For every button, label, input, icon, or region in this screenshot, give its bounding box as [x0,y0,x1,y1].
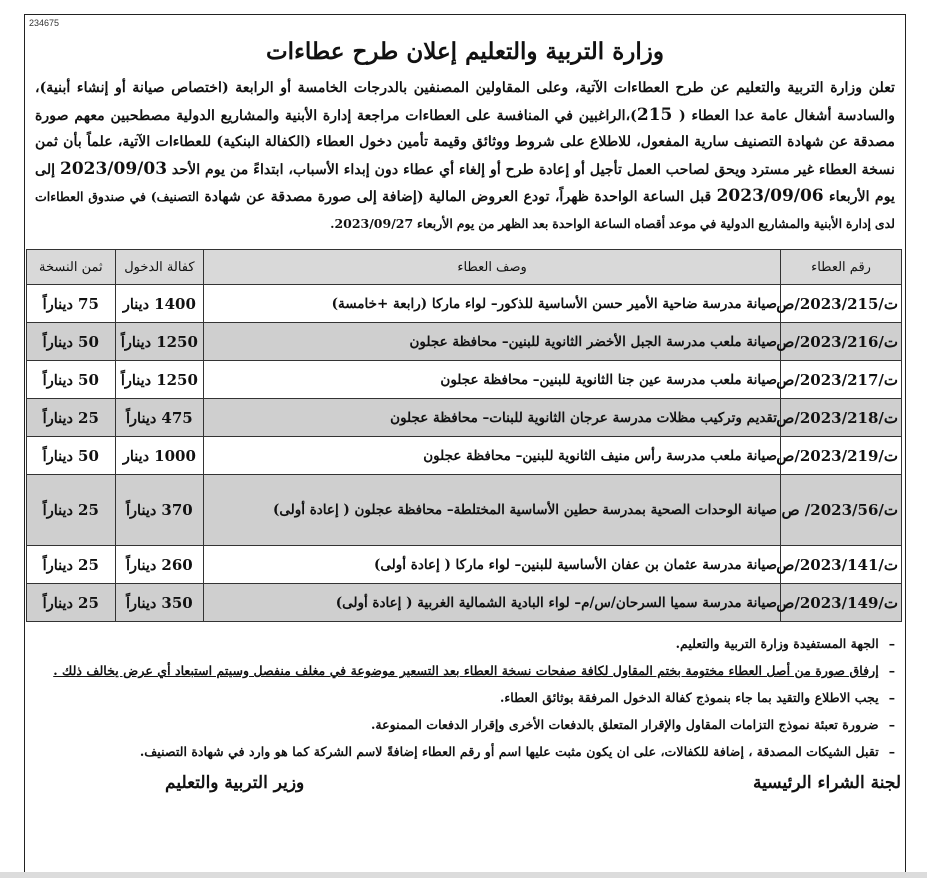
tender-description: صيانة ملعب مدرسة الجبل الأخضر الثانوية للبنين– محافظة عجلون [204,323,781,361]
intro-text-5: التصنيف) في صندوق العطاءات لدى إدارة الأبنية والمشاريع الدولية في موعد أقصاه الساعة الواحدة بعد الظهر من يوم الأربعاء 2023/09/27. [35,189,895,231]
tender-description: تقديم وتركيب مظلات مدرسة عرجان الثانوية للبنات– محافظة عجلون [204,399,781,437]
price-unit: ديناراً [42,409,79,427]
bond-value: 1400 [154,294,196,313]
bond-value: 1250 [156,370,198,389]
bond-unit: ديناراً [126,556,162,574]
tender-description: صيانة ملعب مدرسة عين جنا الثانوية للبنين– محافظة عجلون [204,361,781,399]
tender-no: ت/2023/141/ص [781,546,902,584]
entry-bond [115,437,204,475]
tender-no: ت/2023/218/ص [781,399,902,437]
bond-unit: دينار [122,447,155,465]
price-unit: ديناراً [42,333,79,351]
intro-paragraph [35,75,895,237]
copy-price [27,437,116,475]
tender-no: ت/2023/56/ ص [781,475,902,546]
price-unit: ديناراً [42,371,79,389]
tenders-table [26,249,902,622]
price-value: 50 [78,446,99,465]
table-row [27,475,902,546]
tender-no: ت/2023/219/ص [781,437,902,475]
note-text: إرفاق صورة من أصل العطاء مختومة بختم المقاول لكافة صفحات نسخة العطاء بعد التسعير موضوعة في مغلف منفصل وسيتم استبعاد أي عرض يخالف ذلك . [53,663,879,678]
table-row [27,285,902,323]
tender-ref: 215 [636,104,680,125]
entry-bond [115,285,204,323]
bond-unit: دينار [122,295,155,313]
table-row [27,584,902,622]
copy-price [27,285,116,323]
signature-committee: لجنة الشراء الرئيسية [753,773,901,793]
entry-bond [115,323,204,361]
tender-no: ت/2023/217/ص [781,361,902,399]
header-tender-no: رقم العطاء [781,250,902,285]
price-unit: ديناراً [42,295,79,313]
intro-text-4: قبل الساعة الواحدة ظهراً، تودع العروض المالية (إضافة إلى صورة مصدقة عن شهادة [199,189,717,205]
copy-price [27,546,116,584]
entry-bond [115,475,204,546]
bond-value: 350 [161,593,193,612]
bond-unit: ديناراً [126,594,162,612]
copy-price [27,399,116,437]
entry-bond [115,361,204,399]
ad-id: 234675 [29,18,60,28]
tender-description: صيانة مدرسة عثمان بن عفان الأساسية للبنين– لواء ماركا ( إعادة أولى) [204,546,781,584]
start-date: 2023/09/03 [59,158,168,179]
tender-description: صيانة الوحدات الصحية بمدرسة حطين الأساسية المختلطة– محافظة عجلون ( إعادة أولى) [204,475,781,546]
bond-value: 1250 [156,332,198,351]
table-row [27,437,902,475]
entry-bond [115,584,204,622]
intro-text-3: إلى يوم الأربعاء [35,161,895,205]
signature-minister: وزير التربية والتعليم [165,773,305,793]
copy-price [27,323,116,361]
list-item [35,630,895,657]
price-unit: ديناراً [42,594,79,612]
announcement-title: وزارة التربية والتعليم إعلان طرح عطاءات [266,38,664,65]
tender-no: ت/2023/215/ص [781,285,902,323]
table-row [27,546,902,584]
price-value: 50 [78,370,99,389]
list-item [35,657,895,684]
note-text: ضرورة تعبئة نموذج التزامات المقاول والإقرار المتعلق بالدفعات الأخرى وإقرار الدفعات الممنوعة. [370,717,879,732]
tender-description: صيانة ملعب مدرسة رأس منيف الثانوية للبنين– محافظة عجلون [204,437,781,475]
note-text: يجب الاطلاع والتقيد بما جاء بنموذج كفالة الدخول المرفقة بوثائق العطاء. [499,690,879,705]
price-value: 50 [78,332,99,351]
copy-price [27,475,116,546]
copy-price [27,584,116,622]
intro-text-2: )،الراغبين في المنافسة على العطاءات مراجعة إدارة الأبنية والمشاريع الدولية مصطحبين معهم صورة مصدقة عن شهادة التصنيف سارية المفعول، للاطلاع على شروط ووثائق وقيمة تأمين دخول العطاء (الكفالة البنكية) للعطاءات الآتية، علماً بأن ثمن نسخة العطاء غير مسترد ويحق لصاحب العمل تأجيل أو إعادة طرح أو إلغاء أي عطاء دون إبداء الأسباب، ابتداءً من يوم الأحد [35,107,895,178]
end-date: 2023/09/06 [716,186,824,206]
note-text: الجهة المستفيدة وزارة التربية والتعليم. [675,636,879,651]
price-value: 25 [78,555,99,574]
bond-unit: ديناراً [126,409,162,427]
notes-list [35,630,895,765]
bond-unit: ديناراً [120,333,157,351]
bottom-scroll-edge [0,872,927,878]
header-entry-bond: كفالة الدخول [115,250,204,285]
table-row [27,361,902,399]
tender-no: ت/2023/149/ص [781,584,902,622]
tender-description: صيانة مدرسة ضاحية الأمير حسن الأساسية للذكور– لواء ماركا (رابعة +خامسة) [204,285,781,323]
entry-bond [115,399,204,437]
bond-value: 260 [161,555,193,574]
bond-value: 475 [161,408,193,427]
entry-bond [115,546,204,584]
tender-description: صيانة مدرسة سميا السرحان/س/م– لواء البادية الشمالية الغربية ( إعادة أولى) [204,584,781,622]
bond-unit: ديناراً [126,502,162,519]
copy-price [27,361,116,399]
signatures [165,773,901,793]
price-value: 25 [78,501,99,519]
intro-text-1: تعلن وزارة التربية والتعليم عن طرح العطاءات الآتية، وعلى المقاولين المصنفين بالدرجات الخامسة أو الرابعة (اختصاص صيانة أو إنشاء أبنية)، والسادسة أشغال عامة عدا العطاء ( [35,80,895,124]
header-description: وصف العطاء [204,250,781,285]
header-copy-price: ثمن النسخة [27,250,116,285]
note-text: تقبل الشيكات المصدقة ، إضافة للكفالات، على ان يكون مثبت عليها اسم أو رقم العطاء إضافةً لاسم الشركة كما هو وارد في شهادة التصنيف. [139,744,879,759]
bond-value: 370 [161,501,193,519]
table-header-row [27,250,902,285]
table-row [27,399,902,437]
price-unit: ديناراً [42,502,79,519]
tender-no: ت/2023/216/ص [781,323,902,361]
bond-unit: ديناراً [120,371,157,389]
table-row [27,323,902,361]
price-unit: ديناراً [42,447,79,465]
list-item [35,711,895,738]
tender-announcement [24,14,906,878]
list-item [35,738,895,765]
price-value: 25 [78,408,99,427]
price-unit: ديناراً [42,556,79,574]
price-value: 25 [78,593,99,612]
price-value: 75 [78,294,99,313]
list-item [35,684,895,711]
bond-value: 1000 [154,446,196,465]
